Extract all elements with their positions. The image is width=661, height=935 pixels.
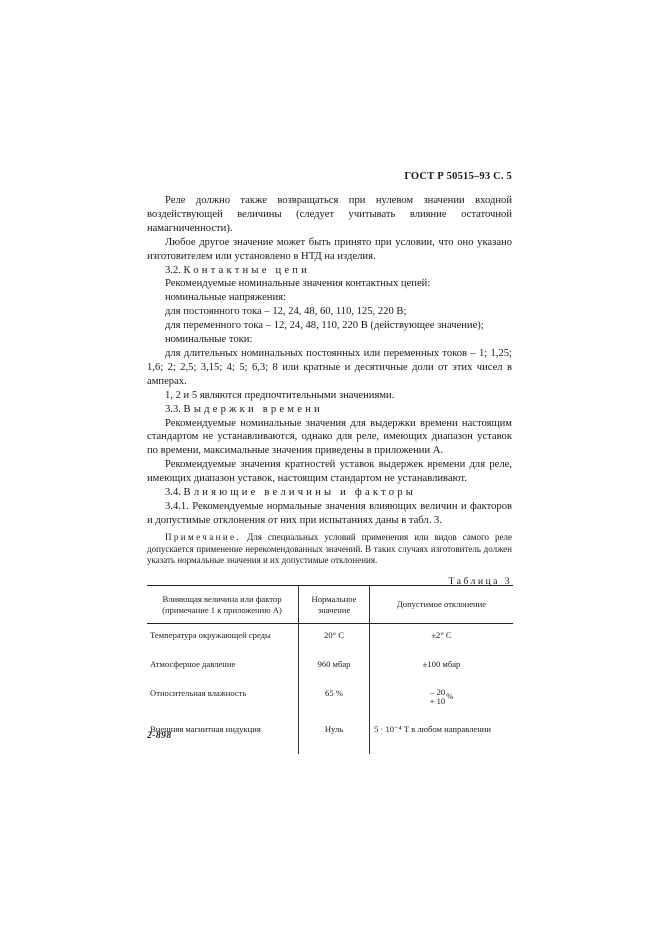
paragraph: Рекомендуемые значения кратностей уставок выдержек времени для реле, имеющих диапазон уставок, настоящим стандартом не устанавливают. <box>147 459 512 485</box>
table-row <box>147 624 513 653</box>
paragraph: 1, 2 и 5 являются предпочтительными значениями. <box>165 389 395 401</box>
factor-cell: Температура окружающей среды <box>150 630 271 640</box>
factor-cell: Относительная влажность <box>150 687 247 698</box>
note-label: Примечание. <box>165 531 242 542</box>
tolerance-plus: + 10 <box>429 695 446 706</box>
paragraph: для переменного тока – 12, 24, 48, 110, 220 В (действующее значение); <box>165 320 484 332</box>
tolerance-minus: – 20 <box>430 686 446 697</box>
section-title: Контактные цепи <box>183 264 310 276</box>
section-number: 3.2. <box>165 264 181 276</box>
print-mark: 2-898 <box>147 731 172 741</box>
tolerance-cell <box>370 682 514 718</box>
paragraph: номинальные токи: <box>165 334 253 346</box>
paragraph: Рекомендуемые номинальные значения контактных цепей: <box>165 278 431 290</box>
paragraph: 3.4.1. Рекомендуемые нормальные значения влияющих величин и факторов и допустимые отклонения от них при испытаниях даны в табл. 3. <box>147 500 512 526</box>
note <box>147 532 512 567</box>
table-header-row <box>147 586 513 624</box>
section-heading-3-4 <box>147 486 512 500</box>
paragraph: для постоянного тока – 12, 24, 48, 60, 110, 125, 220 В; <box>165 306 407 318</box>
factor-cell: Внешняя магнитная индукция <box>150 723 261 734</box>
tolerance-cell: 5 · 10⁻⁴ Т в любом направлении <box>370 718 514 754</box>
tolerance-cell: ±2° С <box>370 624 514 653</box>
section-number: 3.4. <box>165 487 181 499</box>
paragraph: Любое другое значение может быть принято при условии, что оно указано изготовителем или установлено в НТД на изделия. <box>147 236 512 262</box>
column-header-normal: Нормальное значение <box>299 586 370 624</box>
section-heading-3-2 <box>147 264 512 278</box>
normal-value-cell: 20° С <box>299 624 370 653</box>
paragraph: Реле должно также возвращаться при нулевом значении входной воздействующей величины (следует учитывать влияние остаточной намагниченности). <box>147 195 512 234</box>
section-heading-3-3 <box>147 403 512 417</box>
column-header-factor: Влияющая величина или фактор (примечание 1 к приложению А) <box>162 594 282 615</box>
section-title: Влияющие величины и факторы <box>183 487 417 499</box>
table-row <box>147 653 513 682</box>
normal-value-cell: Нуль <box>299 718 370 754</box>
paragraph: номинальные напряжения: <box>165 292 286 304</box>
section-title: Выдержки времени <box>183 403 323 415</box>
factor-cell: Атмосферное давление <box>150 658 236 669</box>
note-text: Для специальных условий применения или видов самого реле допускается применение нерекомендованных значений. В таких случаях изготовитель должен указать нормальные значения и их допустимые отклонения. <box>147 531 512 566</box>
paragraph: для длительных номинальных постоянных или переменных токов – 1; 1,25; 1,6; 2; 2,5; 3,15; 4; 5; 6,3; 8 или кратные и десятичные доли от этих чисел в амперах. <box>147 347 512 387</box>
tolerance-range <box>430 688 446 706</box>
table-row <box>147 682 513 718</box>
table-row <box>147 718 513 754</box>
document-body <box>147 194 512 589</box>
column-header-tolerance: Допустимое отклонение <box>370 586 514 624</box>
section-number: 3.3. <box>165 403 181 415</box>
tolerance-cell: ±100 мбар <box>370 653 514 682</box>
normal-value-cell: 960 мбар <box>299 653 370 682</box>
tolerance-unit: % <box>446 691 454 702</box>
paragraph: Рекомендуемые номинальные значения для выдержки времени настоящим стандартом не устанавливаются, однако для реле, имеющих диапазон уставок по времени, максимальные значения приведены в приложении А. <box>147 417 512 457</box>
table-caption: Таблица 3 <box>448 576 512 588</box>
normal-value-cell: 65 % <box>299 682 370 718</box>
running-title: ГОСТ Р 50515–93 С. 5 <box>404 171 512 182</box>
table-3 <box>147 585 513 754</box>
